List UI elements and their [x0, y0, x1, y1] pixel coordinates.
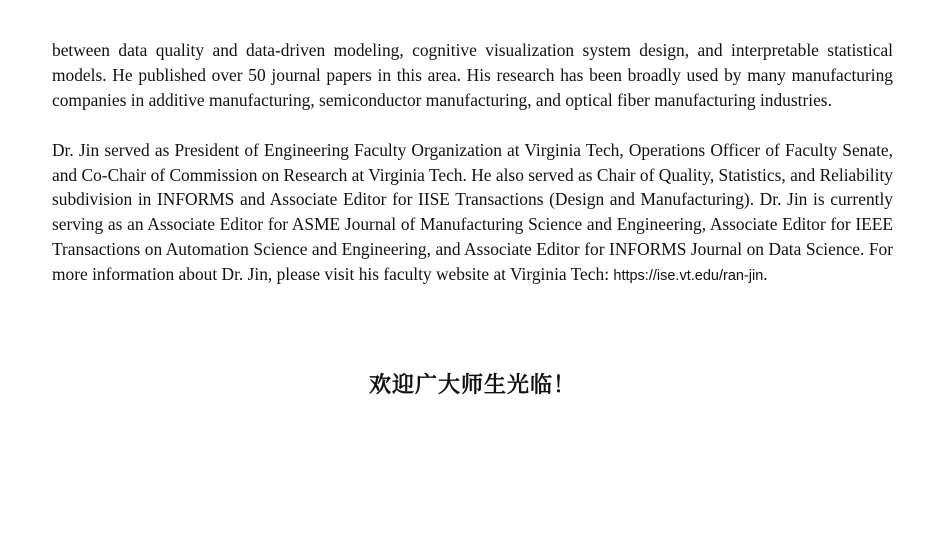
service-end: .: [763, 264, 768, 285]
welcome-message: 欢迎广大师生光临！: [368, 373, 576, 398]
bio-paragraph-research: between data quality and data-driven modeling, cognitive visualization system design, and interpretable statistical models. He published over 50 journal papers in this area. His research has been broadly used by many manufacturing companies in additive manufacturing, semiconductor manufacturing, and optical fiber manufacturing industries.: [52, 40, 893, 110]
bio-paragraph-service: [52, 138, 893, 289]
document-body: [52, 38, 893, 289]
faculty-website-link[interactable]: https://ise.vt.edu/ran-jin: [613, 268, 764, 285]
service-text: Dr. Jin served as President of Engineering Faculty Organization at Virginia Tech, Operations Officer of Faculty Senate, and Co-Chair of Commission on Research at Virginia Tech. He also served as Chair of Quality, Statistics, and Reliability subdivision in INFORMS and Associate Editor for IISE Transactions (Design and Manufacturing). Dr. Jin is currently serving as an Associate Editor for ASME Journal of Manufacturing Science and Engineering, Associate Editor for IEEE Transactions on Automation Science and Engineering, and Associate Editor for INFORMS Journal on Data Science. For more information about Dr. Jin, please visit his faculty website at Virginia Tech:: [52, 139, 893, 285]
